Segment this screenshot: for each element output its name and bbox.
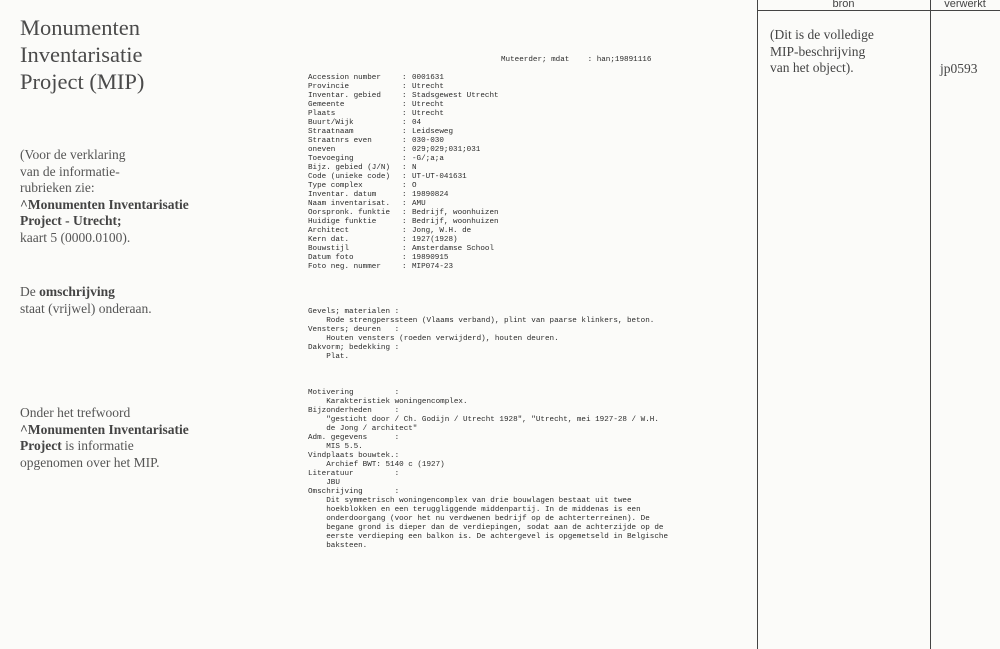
record-text-line: begane grond is dieper dan de verdiepingen, sodat aan de achterzijde op de — [308, 524, 664, 532]
table-border — [757, 0, 758, 649]
reference-keyword: Project - Utrecht; — [20, 213, 122, 228]
field-separator: : — [402, 227, 407, 235]
reference-keyword: Project — [20, 438, 62, 453]
field-value: AMU — [412, 200, 426, 208]
field-separator: : — [402, 164, 407, 172]
field-value: 0001631 — [412, 74, 444, 82]
field-value: N — [412, 164, 417, 172]
field-label: Toevoeging — [308, 155, 354, 163]
record-field-row — [308, 236, 668, 245]
note-line: opgenomen over het MIP. — [20, 454, 160, 470]
record-field-row — [308, 182, 668, 191]
field-label: Huidige funktie — [308, 218, 377, 226]
record-text-line: Dakvorm; bedekking : — [308, 344, 400, 352]
field-label: oneven — [308, 146, 336, 154]
record-field-row — [308, 155, 668, 164]
field-value: 029;029;031;031 — [412, 146, 481, 154]
field-separator: : — [402, 137, 407, 145]
note-line: (Voor de verklaring — [20, 147, 126, 162]
field-value: O — [412, 182, 417, 190]
title-line: Monumenten — [20, 15, 140, 40]
reference-keyword: ^Monumenten Inventarisatie — [20, 421, 189, 437]
record-text-line: eerste verdieping een balkon is. De achtergevel is opgemetseld in Belgische — [308, 533, 669, 541]
record-text-line: Omschrijving : — [308, 488, 400, 496]
record-field-row — [308, 83, 668, 92]
table-header-rule — [757, 10, 1000, 11]
field-label: Naam inventarisat. — [308, 200, 391, 208]
field-separator: : — [402, 263, 407, 271]
description-block — [308, 389, 668, 551]
field-value: UT-UT-041631 — [412, 173, 467, 181]
field-value: Bedrijf, woonhuizen — [412, 209, 499, 217]
field-label: Buurt/Wijk — [308, 119, 354, 127]
field-separator: : — [402, 191, 407, 199]
field-separator: : — [402, 83, 407, 91]
record-text-line: baksteen. — [308, 542, 368, 550]
record-field-row — [308, 146, 668, 155]
record-field-row — [308, 254, 668, 263]
field-label: Bijz. gebied (J/N) — [308, 164, 391, 172]
note-line: staat (vrijwel) onderaan. — [20, 300, 152, 316]
note-text: is informatie — [61, 438, 134, 453]
field-label: Provincie — [308, 83, 350, 91]
reference-keyword: ^Monumenten Inventarisatie — [20, 196, 189, 212]
note-line: van de informatie- — [20, 163, 120, 179]
note-text: De — [20, 284, 40, 299]
field-separator: : — [402, 209, 407, 217]
record-field-row — [308, 245, 668, 254]
field-label: Gemeente — [308, 101, 345, 109]
record-field-row — [308, 128, 668, 137]
field-value: 19890915 — [412, 254, 449, 262]
field-label: Inventar. datum — [308, 191, 377, 199]
mip-record — [308, 56, 668, 560]
field-separator: : — [402, 146, 407, 154]
header-verwerkt: verwerkt — [944, 0, 986, 10]
field-value: Stadsgewest Utrecht — [412, 92, 499, 100]
document-title — [20, 14, 144, 95]
field-label: Datum foto — [308, 254, 354, 262]
record-field-row — [308, 173, 668, 182]
field-value: 030-030 — [412, 137, 444, 145]
field-value: 19890824 — [412, 191, 449, 199]
record-text-line: "gesticht door / Ch. Godijn / Utrecht 1928", "Utrecht, mei 1927-28 / W.H. — [308, 416, 659, 424]
record-text-line: Vensters; deuren : — [308, 326, 400, 334]
field-separator: : — [402, 110, 407, 118]
record-text-line: Dit symmetrisch woningencomplex van drie bouwlagen bestaat uit twee — [308, 497, 632, 505]
record-text-line: onderdoorgang (voor het nu verdwenen bedrijf op de achterterreinen). De — [308, 515, 650, 523]
record-text-line: Vindplaats bouwtek.: — [308, 452, 400, 460]
record-text-line: Bijzonderheden : — [308, 407, 400, 415]
record-text-line: Rode strengperssteen (Vlaams verband), plint van paarse klinkers, beton. — [308, 317, 655, 325]
record-field-row — [308, 263, 668, 272]
record-text-line: JBU — [308, 479, 340, 487]
record-text-line: Literatuur : — [308, 470, 400, 478]
field-label: Architect — [308, 227, 350, 235]
record-text-line: Gevels; materialen : — [308, 308, 400, 316]
record-fields — [308, 74, 668, 272]
record-field-row — [308, 200, 668, 209]
field-separator: : — [402, 74, 407, 82]
field-separator: : — [402, 182, 407, 190]
field-separator: : — [402, 119, 407, 127]
field-value: Bedrijf, woonhuizen — [412, 218, 499, 226]
record-text-line: Plat. — [308, 353, 350, 361]
field-label: Foto neg. nummer — [308, 263, 381, 271]
bron-cell — [770, 27, 874, 77]
field-label: Oorspronk. funktie — [308, 209, 391, 217]
keyword-note — [20, 405, 189, 471]
field-label: Kern dat. — [308, 236, 350, 244]
header-bron: bron — [832, 0, 855, 10]
field-label: Type complex — [308, 182, 363, 190]
record-field-row — [308, 137, 668, 146]
record-text-line: de Jong / architect" — [308, 425, 418, 433]
field-separator: : — [402, 173, 407, 181]
muteerder-field: Muteerder; mdat : han;19891116 — [501, 56, 652, 64]
field-separator: : — [402, 200, 407, 208]
note-line: rubrieken zie: — [20, 180, 95, 195]
record-text-line: hoekblokken en een teruggliggende middenpartij. In de middenas is een — [308, 506, 641, 514]
field-label: Bouwstijl — [308, 245, 350, 253]
note-line: kaart 5 (0000.0100). — [20, 229, 131, 245]
record-field-row — [308, 218, 668, 227]
field-separator: : — [402, 218, 407, 226]
field-separator: : — [402, 155, 407, 163]
field-value: Utrecht — [412, 101, 444, 109]
record-text-line: Archief BWT: 5140 c (1927) — [308, 461, 445, 469]
field-label: Inventar. gebied — [308, 92, 381, 100]
field-label: Straatnrs even — [308, 137, 372, 145]
field-value: Utrecht — [412, 83, 444, 91]
record-text-line: Adm. gegevens : — [308, 434, 400, 442]
field-value: 1927(1928) — [412, 236, 458, 244]
explanation-note — [20, 147, 189, 246]
record-field-row — [308, 209, 668, 218]
keyword-omschrijving: omschrijving — [39, 284, 115, 299]
record-field-row — [308, 74, 668, 83]
bron-line: MIP-beschrijving — [770, 43, 866, 59]
field-value: Utrecht — [412, 110, 444, 118]
field-separator: : — [402, 101, 407, 109]
record-field-row — [308, 227, 668, 236]
note-line: Onder het trefwoord — [20, 405, 131, 420]
title-line: Inventarisatie — [20, 42, 143, 67]
field-value: -G/;a;a — [412, 155, 444, 163]
record-text-line: Motivering : — [308, 389, 400, 397]
record-field-row — [308, 119, 668, 128]
record-text-line: MIS 5.5. — [308, 443, 363, 451]
record-field-row — [308, 92, 668, 101]
materials-block — [308, 308, 668, 362]
field-label: Plaats — [308, 110, 336, 118]
table-border — [930, 0, 931, 649]
record-field-row — [308, 110, 668, 119]
bron-line: (Dit is de volledige — [770, 27, 874, 42]
record-text-line: Houten vensters (roeden verwijderd), houten deuren. — [308, 335, 559, 343]
record-field-row — [308, 191, 668, 200]
title-line: Project (MIP) — [20, 69, 145, 94]
field-label: Accession number — [308, 74, 381, 82]
bron-line: van het object). — [770, 60, 854, 75]
description-note — [20, 284, 152, 317]
field-separator: : — [402, 245, 407, 253]
record-field-row — [308, 101, 668, 110]
field-separator: : — [402, 128, 407, 136]
record-text-line: Karakteristiek woningencomplex. — [308, 398, 468, 406]
field-label: Straatnaam — [308, 128, 354, 136]
field-value: MIP074-23 — [412, 263, 454, 271]
field-separator: : — [402, 236, 407, 244]
record-field-row — [308, 164, 668, 173]
field-separator: : — [402, 254, 407, 262]
field-label: Code (unieke code) — [308, 173, 391, 181]
verwerkt-cell: jp0593 — [940, 61, 978, 76]
field-value: Jong, W.H. de — [412, 227, 472, 235]
field-value: 04 — [412, 119, 422, 127]
field-value: Amsterdamse School — [412, 245, 495, 253]
field-separator: : — [402, 92, 407, 100]
field-value: Leidseweg — [412, 128, 454, 136]
